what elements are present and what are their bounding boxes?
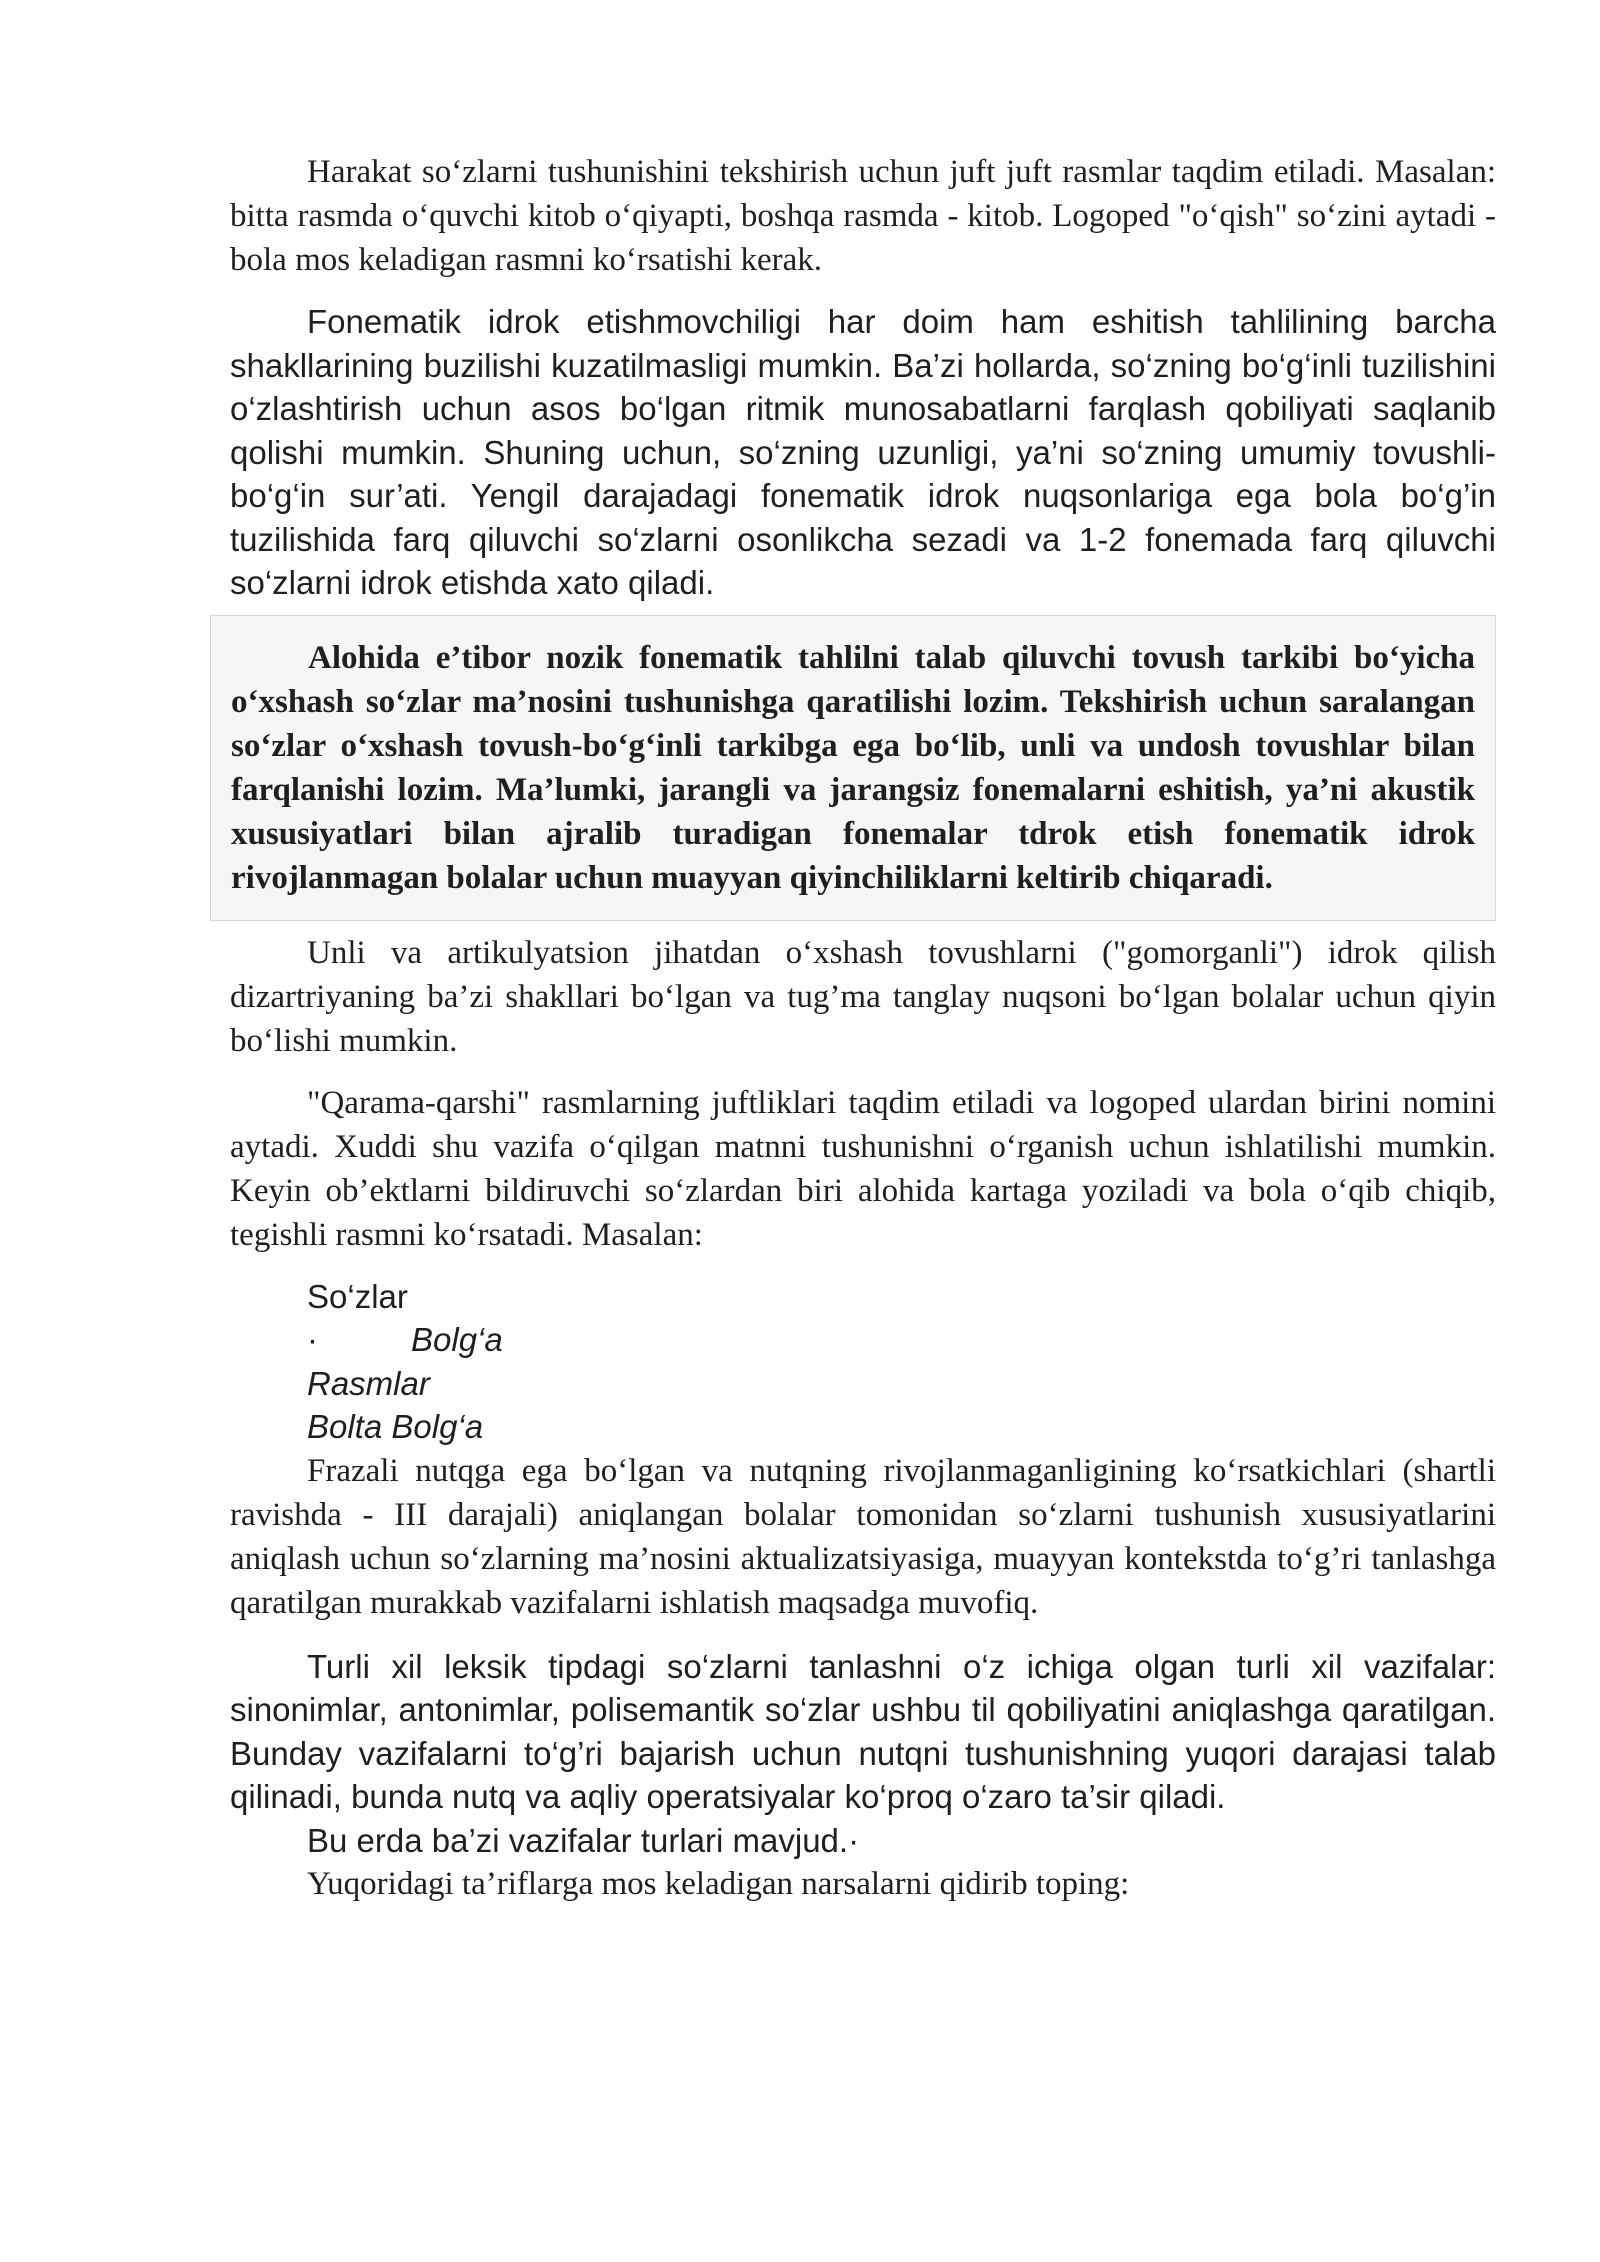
paragraph-lexical-types: Turli xil leksik tipdagi so‘zlarni tanlashni o‘z ichiga olgan turli xil vazifalar: sinonimlar, antonimlar, polisemantik so‘zlar ushbu til qobiliyatini aniqlashga qaratilgan. Bunday vazifalarni to‘g’ri bajarish uchun nutqni tushunishning yuqori darajasi talab qilinadi, bunda nutq va aqliy operatsiyalar ko‘proq o‘zaro ta’sir qiladi. bbox=[230, 1647, 1496, 1815]
list-item-pictures: Bolta Bolg‘a bbox=[307, 1408, 484, 1445]
paragraph-phonematic-perception: Fonematik idrok etishmovchiligi har doim ham eshitish tahlilining barcha shakllarining buzilishi kuzatilmasligi mumkin. Ba’zi hollarda, so‘zning bo‘g‘inli tuzilishini o‘zlashtirish uchun asos bo‘lgan ritmik munosabatlarni farqlash qobiliyati saqlanib qolishi mumkin. Shuning uchun, so‘zning uzunligi, ya’ni so‘zning umumiy tovushli-bo‘g‘in sur’ati. Yengil darajadagi fonematik idrok nuqsonlariga ega bola bo‘g’in tuzilishida farq qiluvchi so‘zlarni osonlikcha sezadi va 1-2 fonemada farq qiluvchi so‘zlarni idrok etishda xato qiladi. bbox=[230, 303, 1496, 601]
paragraph-find-items: Yuqoridagi ta’riflarga mos keladigan narsalarni qidirib toping: bbox=[307, 1866, 1130, 1902]
paragraph-vowels-articulation: Unli va artikulyatsion jihatdan o‘xshash tovushlarni ("gomorganli") idrok qilish dizartriyaning ba’zi shakllari bo‘lgan va tug’ma tanglay nuqsoni bo‘lgan bolalar uchun qiyin bo‘lishi mumkin. bbox=[230, 934, 1496, 1059]
paragraph-opposite-pictures: "Qarama-qarshi" rasmlarning juftliklari taqdim etiladi va logoped ulardan birini nomini aytadi. Xuddi shu vazifa o‘qilgan matnni tushunishni o‘rganish uchun ishlatilishi mumkin. Keyin ob’ektlarni bildiruvchi so‘zlardan biri alohida kartaga yoziladi va bola o‘qib chiqib, tegishli rasmni ko‘rsatadi. Masalan: bbox=[230, 1084, 1496, 1253]
list-label-pictures: Rasmlar bbox=[307, 1364, 430, 1402]
list-item bbox=[307, 1318, 1496, 1362]
paragraph-action-words: Harakat so‘zlarni tushunishini tekshirish uchun juft juft rasmlar taqdim etiladi. Masalan: bitta rasmda o‘quvchi kitob o‘qiyapti, boshqa rasmda - kitob. Logoped "o‘qish" so‘zini aytadi - bola mos keladigan rasmni ko‘rsatishi kerak. bbox=[230, 154, 1496, 278]
paragraph-phrasal-speech: Frazali nutqga ega bo‘lgan va nutqning rivojlanmaganligining ko‘rsatkichlari (shartli ravishda - III darajali) aniqlangan bolalar tomonidan so‘zlarni tushunish xususiyatlarini aniqlash uchun so‘zlarning ma’nosini aktualizatsiyasiga, muayyan kontekstda to‘g’ri tanlashga qaratilgan murakkab vazifalarni ishlatish maqsadga muvofiq. bbox=[230, 1452, 1496, 1621]
example-list bbox=[230, 1275, 1496, 1449]
bullet-icon: · bbox=[307, 1321, 318, 1358]
list-heading-words: So‘zlar bbox=[307, 1277, 408, 1315]
highlighted-block bbox=[210, 615, 1496, 921]
list-item-text: Bolg‘a bbox=[411, 1321, 503, 1358]
paragraph-task-types: Bu erda ba’zi vazifalar turlari mavjud.· bbox=[307, 1821, 860, 1859]
document-page bbox=[230, 150, 1496, 1906]
paragraph-special-attention: Alohida e’tibor nozik fonematik tahlilni talab qiluvchi tovush tarkibi bo‘yicha o‘xshash so‘zlar ma’nosini tushunishga qaratilishi lozim. Tekshirish uchun saralangan so‘zlar o‘xshash tovush-bo‘g‘inli tarkibga ega bo‘lib, unli va undosh tovushlar bilan farqlanishi lozim. Ma’lumki, jarangli va jarangsiz fonemalarni eshitish, ya’ni akustik xususiyatlari bilan ajralib turadigan fonemalar tdrok etish fonematik idrok rivojlanmagan bolalar uchun muayyan qiyinchiliklarni keltirib chiqaradi. bbox=[231, 639, 1475, 896]
